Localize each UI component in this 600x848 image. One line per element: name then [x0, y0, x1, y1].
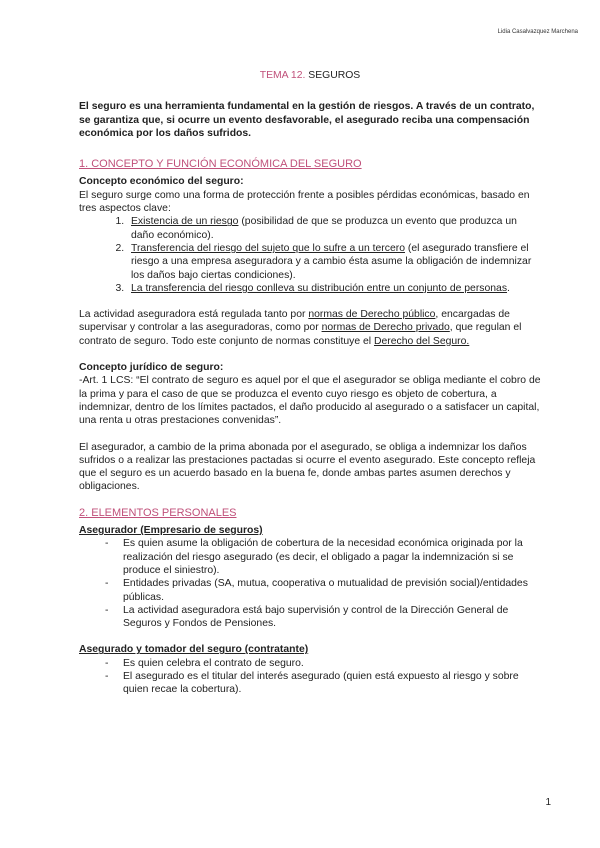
regulation-paragraph	[79, 308, 541, 348]
intro-paragraph: El seguro es una herramienta fundamental en la gestión de riesgos. A través de un contrato, se garantiza que, si ocurre un evento desfavorable, el asegurado reciba una compensación económica por los daños sufridos.	[79, 101, 535, 139]
list-item: - Entidades privadas (SA, mutua, cooperativa o mutualidad de previsión social)/entidades públicas.	[123, 577, 541, 604]
page-title	[79, 69, 541, 82]
author-name: Lidia Casalvazquez Marchena	[497, 29, 578, 35]
title-text: SEGUROS	[308, 70, 361, 81]
insurance-law-term: Derecho del Seguro.	[373, 335, 470, 347]
legal-concept-heading: Concepto jurídico de seguro:	[79, 362, 224, 374]
list-item-term: Existencia de un riesgo	[131, 216, 239, 228]
economic-concept-text: El seguro surge como una forma de protección frente a posibles pérdidas económicas, basado en tres aspectos clave:	[79, 189, 530, 215]
section-2-heading: 2. ELEMENTOS PERSONALES	[79, 506, 237, 519]
key-aspects-list	[79, 215, 541, 295]
list-item	[127, 242, 541, 282]
regulation-text: , encargadas de supervisar y controlar a las aseguradoras, como por	[79, 309, 510, 334]
regulation-text: La actividad aseguradora está regulada tanto por	[79, 309, 309, 321]
list-item	[127, 215, 541, 242]
title-number: TEMA 12.	[259, 70, 306, 81]
page-number: 1	[545, 797, 551, 808]
insured-heading: Asegurado y tomador del seguro (contratante)	[79, 644, 309, 656]
insurer-heading: Asegurador (Empresario de seguros)	[79, 525, 263, 537]
insured-list	[79, 657, 541, 697]
legal-concept-quote: -Art. 1 LCS: “El contrato de seguro es aquel por el que el asegurador se obliga mediante el cobro de la prima y para el caso de que se produzca el evento cuyo riesgo es objeto de cobertura, a indemnizar, dentro de los límites pactados, el daño producido al asegurado o a satisfacer un capital, una renta u otras prestaciones convenidas”.	[79, 375, 541, 427]
list-item: - La actividad aseguradora está bajo supervisión y control de la Dirección General de Seguros y Fondos de Pensiones.	[123, 604, 541, 631]
list-item-term: Transferencia del riesgo del sujeto que lo sufre a un tercero	[131, 242, 405, 254]
regulation-text: , que regulan el contrato de seguro. Todo este conjunto de normas constituye el	[79, 322, 522, 347]
private-law-term: normas de Derecho privado	[321, 322, 450, 334]
public-law-term: normas de Derecho público	[308, 309, 436, 321]
list-item-term: La transferencia del riesgo conlleva su distribución entre un conjunto de personas	[131, 282, 508, 294]
list-item	[127, 282, 541, 295]
list-item-desc: (el asegurado transfiere el riesgo a una empresa aseguradora y a cambio ésta asume la obligación de indemnizar los daños bajo ciertas condiciones).	[131, 242, 532, 281]
list-item-desc: (posibilidad de que se produzca un evento que produzca un daño económico).	[131, 216, 517, 241]
list-item: - Es quien celebra el contrato de seguro.	[123, 657, 541, 670]
document-body	[79, 66, 541, 697]
section-1-heading: 1. CONCEPTO Y FUNCIÓN ECONÓMICA DEL SEGURO	[79, 158, 362, 171]
insurer-list	[79, 537, 541, 630]
list-item: - El asegurado es el titular del interés asegurado (quien está expuesto al riesgo y sobre quien recae la cobertura).	[123, 670, 541, 697]
economic-concept-heading: Concepto económico del seguro:	[79, 176, 244, 188]
list-item: - Es quien asume la obligación de cobertura de la necesidad económica originada por la realización del riesgo asegurado (es decir, el obligado a pagar la indemnización si se produce el siniestro).	[123, 537, 541, 577]
list-item-desc: .	[507, 282, 510, 294]
legal-concept-text: El asegurador, a cambio de la prima abonada por el asegurado, se obliga a indemnizar los daños sufridos o a realizar las prestaciones pactadas si ocurre el evento asegurado. Este concepto refleja que el seguro es un acuerdo basado en la buena fe, donde ambas partes asumen derechos y obligaciones.	[79, 441, 536, 493]
